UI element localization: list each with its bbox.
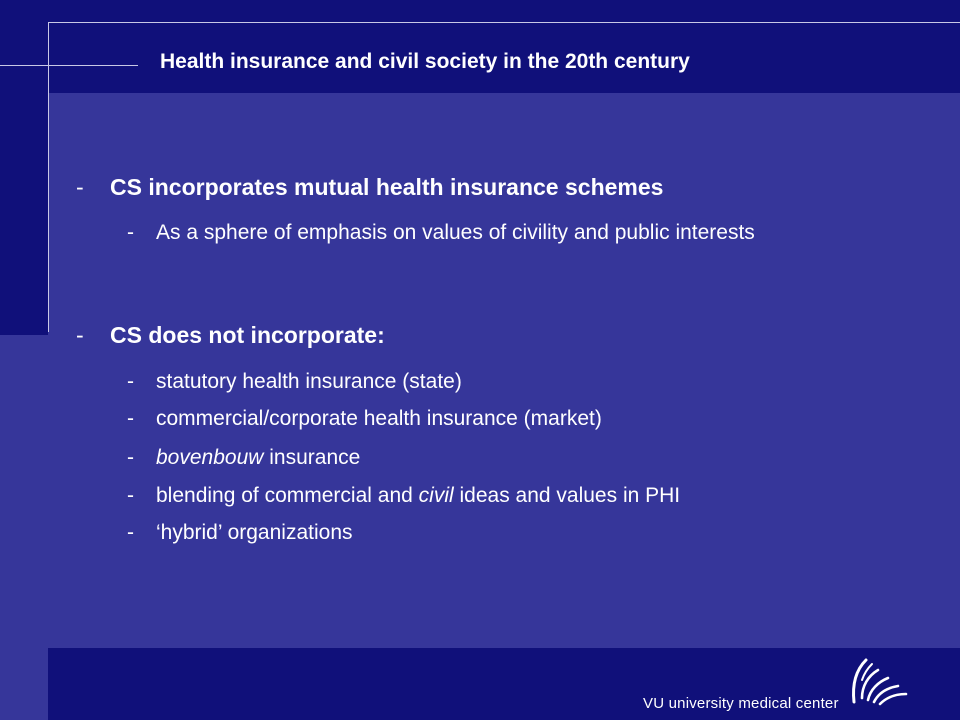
sub-bullet-1-1 <box>127 221 755 245</box>
sub-bullet-text: As a sphere of emphasis on values of civility and public interests <box>156 221 755 244</box>
top-rule <box>48 22 960 23</box>
title-rule <box>0 65 138 66</box>
bullet-heading-text: CS incorporates mutual health insurance schemes <box>110 174 664 200</box>
sub-bullet-2-5 <box>127 521 353 545</box>
vumc-logo-icon <box>848 656 912 713</box>
bullet-dash: - <box>127 521 134 544</box>
italic-term: bovenbouw <box>156 446 264 469</box>
italic-term: civil <box>418 484 454 507</box>
left-band <box>0 0 48 335</box>
sub-bullet-text: commercial/corporate health insurance (market) <box>156 407 602 430</box>
sub-bullet-text-pre: blending of commercial and <box>156 484 419 507</box>
sub-bullet-2-2 <box>127 407 602 431</box>
sub-bullet-text: statutory health insurance (state) <box>156 370 462 393</box>
bullet-heading-text: CS does not incorporate: <box>110 322 385 348</box>
header-band <box>0 0 960 93</box>
sub-bullet-text: ‘hybrid’ organizations <box>156 521 353 544</box>
slide-title: Health insurance and civil society in the 20th century <box>160 50 690 73</box>
sub-bullet-text <box>156 446 360 469</box>
sub-bullet-2-4 <box>127 484 681 508</box>
bullet-dash: - <box>127 370 134 393</box>
bullet-heading-1 <box>76 174 664 201</box>
sub-bullet-text <box>156 484 680 507</box>
vertical-rule <box>48 22 49 332</box>
bullet-heading-2 <box>76 322 385 349</box>
sub-bullet-2-1 <box>127 370 462 394</box>
bullet-dash: - <box>127 446 134 469</box>
sub-bullet-2-3 <box>127 446 361 470</box>
bullet-dash: - <box>76 174 84 200</box>
sub-bullet-text-post: ideas and values in PHI <box>453 484 681 507</box>
bullet-dash: - <box>127 484 134 507</box>
sub-bullet-text-rest: insurance <box>263 446 361 469</box>
bullet-dash: - <box>76 322 84 348</box>
bullet-dash: - <box>127 407 134 430</box>
bullet-dash: - <box>127 221 134 244</box>
institution-name: VU university medical center <box>643 695 839 712</box>
